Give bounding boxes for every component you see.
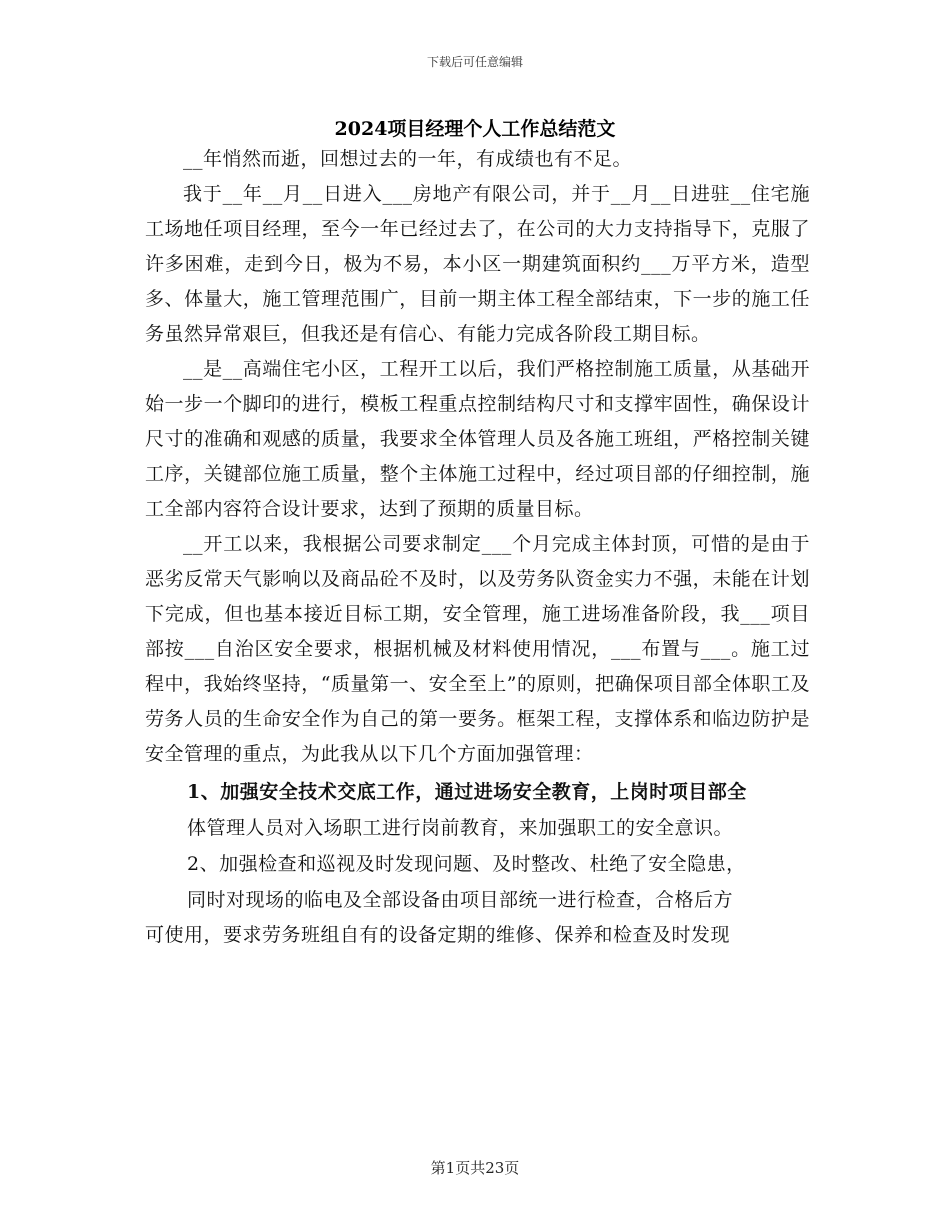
paragraph-schedule-safety: __开工以来，我根据公司要求制定___个月完成主体封顶，可惜的是由于恶劣反常天气影响以及商品砼不及时，以及劳务队资金实力不强，未能在计划下完成，但也基本接近目标工期，安全管理，施工进场准备阶段，我___项目部按___自治区安全要求，根据机械及材料使用情况，___布置与___。施工过程中，我始终坚持，“质量第一、安全至上”的原则，把确保项目部全体职工及劳务人员的生命安全作为自己的第一要务。框架工程，支撑体系和临边防护是安全管理的重点，为此我从以下几个方面加强管理： [145,533,810,765]
paragraph-intro: __年悄然而逝，回想过去的一年，有成绩也有不足。 [183,148,633,170]
paragraph-background: 我于__年__月__日进入___房地产有限公司，并于__月__日进驻__住宅施工场地任项目经理，至今一年已经过去了，在公司的大力支持指导下，克服了许多困难，走到今日，极为不易，本小区一期建筑面积约___万平方米，造型多、体量大，施工管理范围广，目前一期主体工程全部结束，下一步的施工任务虽然异常艰巨，但我还是有信心、有能力完成各阶段工期目标。 [145,183,810,345]
list-item-1-title: 1、加强安全技术交底工作，通过进场安全教育，上岗时项目部全 [187,781,747,803]
paragraph-quality: __是__高端住宅小区，工程开工以后，我们严格控制施工质量，从基础开始一步一个脚印的进行，模板工程重点控制结构尺寸和支撑牢固性，确保设计尺寸的准确和观感的质量，我要求全体管理人员及各施工班组，严格控制关键工序，关键部位施工质量，整个主体施工过程中，经过项目部的仔细控制，施工全部内容符合设计要求，达到了预期的质量目标。 [145,358,810,520]
list-item-2-continuation: 同时对现场的临电及全部设备由项目部统一进行检查，合格后方 [187,889,734,911]
list-item-2-continuation-flush: 可使用，要求劳务班组自有的设备定期的维修、保养和检查及时发现 [145,924,731,946]
list-item-1-continuation: 体管理人员对入场职工进行岗前教育，来加强职工的安全意识。 [187,817,734,839]
document-body [145,142,810,953]
page-number: 第1页共23页 [430,1159,520,1177]
list-item-2-title: 2、加强检查和巡视及时发现问题、及时整改、杜绝了安全隐患， [187,853,746,875]
header-note: 下载后可任意编辑 [426,55,523,69]
document-title: 2024项目经理个人工作总结范文 [334,118,616,140]
